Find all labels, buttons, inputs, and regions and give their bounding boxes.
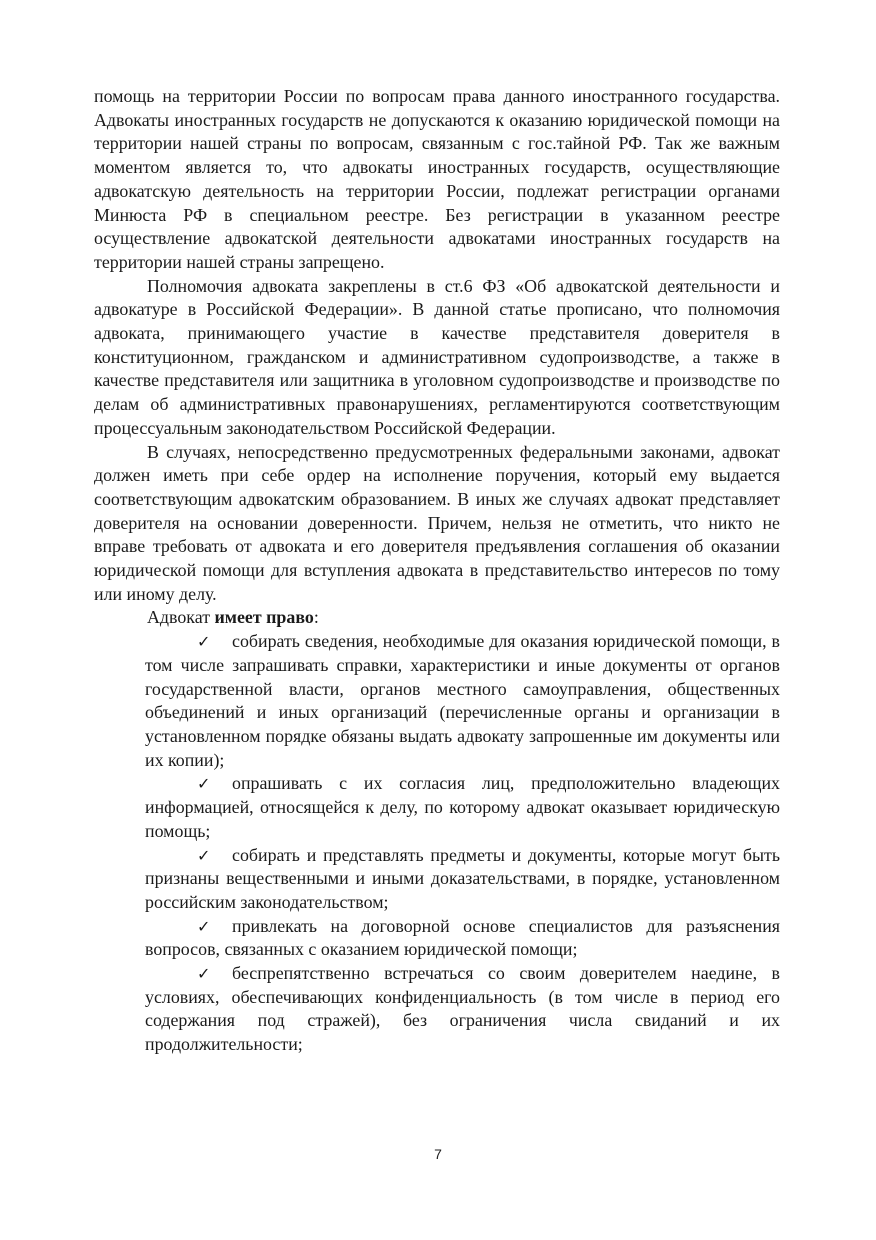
list-item-text: собирать и представлять предметы и документы, которые могут быть признаны вещественными и иными доказательствами, в порядке, установленном российским законодательством; — [145, 844, 780, 912]
list-item-text: собирать сведения, необходимые для оказания юридической помощи, в том числе запрашивать справки, характеристики и иные документы от органов государственной власти, органов местного самоуправления, общественных объединений и иных организаций (перечисленные органы и организации в установленном порядке обязаны выдать адвокату запрошенные им документы или их копии); — [145, 631, 780, 770]
list-item — [145, 915, 780, 962]
list-item-text: опрашивать с их согласия лиц, предположительно владеющих информацией, относящейся к делу, по которому адвокат оказывает юридическую помощь; — [145, 773, 780, 841]
rights-list — [145, 630, 780, 1057]
document-body — [94, 85, 780, 1057]
paragraph-warrant: В случаях, непосредственно предусмотренных федеральными законами, адвокат должен иметь при себе ордер на исполнение поручения, который ему выдается соответствующим адвокатским образованием. В иных же случаях адвокат представляет доверителя на основании доверенности. Причем, нельзя не отметить, что никто не вправе требовать от адвоката и его доверителя предъявления соглашения об оказании юридической помощи для вступления адвоката в представительство интересов по тому или иному делу. — [94, 441, 780, 604]
list-item — [145, 772, 780, 843]
rights-intro-bold: имеет право — [214, 607, 314, 628]
list-item-text: привлекать на договорной основе специалистов для разъяснения вопросов, связанных с оказанием юридической помощи; — [145, 915, 780, 960]
rights-intro-prefix: Адвокат — [147, 607, 215, 628]
list-item — [145, 844, 780, 915]
list-item — [145, 630, 780, 772]
checkmark-icon: ✓ — [197, 632, 211, 652]
checkmark-icon: ✓ — [197, 916, 211, 936]
rights-intro — [94, 606, 780, 630]
list-item-text: беспрепятственно встречаться со своим доверителем наедине, в условиях, обеспечивающих конфиденциальность (в том числе в период его содержания под стражей), без ограничения числа свиданий и их продолжительности; — [145, 963, 780, 1055]
paragraph-powers: Полномочия адвоката закреплены в ст.6 ФЗ «Об адвокатской деятельности и адвокатуре в Российской Федерации». В данной статье прописано, что полномочия адвоката, принимающего участие в качестве представителя доверителя в конституционном, гражданском и административном судопроизводстве, а также в качестве представителя или защитника в уголовном судопроизводстве и производстве по делам об административных правонарушениях, регламентируются соответствующим процессуальным законодательством Российской Федерации. — [94, 275, 780, 438]
checkmark-icon: ✓ — [197, 774, 211, 794]
list-item — [145, 962, 780, 1057]
checkmark-icon: ✓ — [197, 964, 211, 984]
rights-intro-suffix: : — [313, 607, 319, 628]
paragraph-foreign-advocates: помощь на территории России по вопросам права данного иностранного государства. Адвокаты иностранных государств не допускаются к оказанию юридической помощи на территории нашей страны по вопросам, связанным с гос.тайной РФ. Так же важным моментом является то, что адвокаты иностранных государств, осуществляющие адвокатскую деятельность на территории России, подлежат регистрации органами Минюста РФ в специальном реестре. Без регистрации в указанном реестре осуществление адвокатской деятельности адвокатами иностранных государств на территории нашей страны запрещено. — [94, 86, 780, 272]
page-number: 7 — [434, 1146, 442, 1162]
checkmark-icon: ✓ — [197, 845, 211, 865]
